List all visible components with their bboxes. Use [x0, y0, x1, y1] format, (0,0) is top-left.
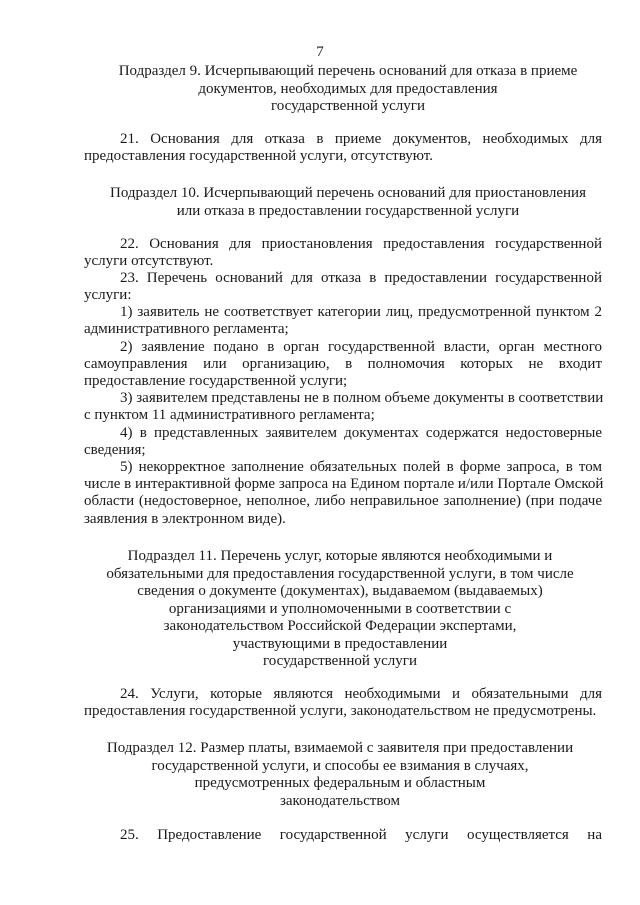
paragraph-21 [84, 131, 602, 165]
text-line: предоставления государственной услуги, законодательством не предусмотрены. [84, 703, 597, 720]
heading-line: предусмотренных федеральным и областным [194, 775, 486, 791]
text-line: 4) в представленных заявителем документах содержатся недостоверные [120, 425, 602, 441]
text-line: предоставление государственной услуги; [84, 373, 348, 390]
text-line: услуги: [84, 287, 132, 304]
text-line: 1) заявитель не соответствует категории лиц, предусмотренной пунктом 2 [120, 304, 602, 320]
text-line: услуги отсутствуют. [84, 253, 214, 270]
heading-line: государственной услуги [271, 98, 425, 114]
heading-line: Подраздел 9. Исчерпывающий перечень оснований для отказа в приеме [118, 63, 578, 79]
paragraph-22 [84, 236, 602, 270]
subsection-10-heading [96, 185, 600, 220]
text-line: предоставления государственной услуги, отсутствуют. [84, 148, 433, 165]
paragraph-23 [84, 270, 602, 304]
text-line: самоуправления или организацию, в полномочия которых не входит [84, 356, 602, 373]
heading-line: документов, необходимых для предоставления [198, 80, 498, 97]
list-item-3 [84, 390, 602, 424]
heading-line: Подраздел 11. Перечень услуг, которые являются необходимыми и [127, 548, 553, 564]
text-line: заявления в электронном виде). [84, 510, 286, 527]
text-line: 2) заявление подано в орган государственной власти, орган местного [120, 339, 602, 355]
heading-line: или отказа в предоставлении государственной услуги [176, 202, 520, 219]
heading-line: законодательством Российской Федерации экспертами, [163, 618, 517, 634]
text-line: с пунктом 11 административного регламента; [84, 407, 375, 424]
text-line: административного регламента; [84, 321, 289, 338]
list-item-2 [84, 339, 602, 391]
list-item-4 [84, 425, 602, 459]
subsection-11-heading [80, 548, 600, 671]
heading-line: государственной услуги, и способы ее взимания в случаях, [151, 757, 529, 774]
list-item-1 [84, 304, 602, 338]
text-line: 3) заявителем представлены не в полном объеме документы в соответствии [120, 390, 604, 406]
text-line: 5) некорректное заполнение обязательных полей в форме запроса, в том [120, 459, 602, 475]
heading-line: сведения о документе (документах), выдаваемом (выдаваемых) [137, 583, 543, 599]
heading-line: законодательством [279, 792, 401, 809]
heading-line: Подраздел 12. Размер платы, взимаемой с заявителя при предоставлении [106, 740, 574, 756]
text-line: области (недостоверное, неполное, либо неправильное заполнение) (при подаче [84, 493, 602, 510]
subsection-9-heading [96, 63, 600, 116]
text-line: 25. Предоставление государственной услуги осуществляется на [120, 827, 602, 843]
text-line: 21. Основания для отказа в приеме документов, необходимых для [120, 131, 602, 147]
page-number: 7 [316, 44, 324, 60]
paragraph-24 [84, 686, 602, 720]
text-line: 22. Основания для приостановления предоставления государственной [120, 236, 602, 252]
text-line: 23. Перечень оснований для отказа в предоставлении государственной [120, 270, 602, 286]
heading-line: организациями и уполномоченными в соответствии с [168, 600, 512, 617]
list-item-5 [84, 459, 602, 528]
subsection-12-heading [80, 740, 600, 810]
heading-line: участвующими в предоставлении [232, 635, 448, 652]
heading-line: государственной услуги [263, 653, 417, 669]
heading-line: Подраздел 10. Исчерпывающий перечень оснований для приостановления [110, 185, 586, 201]
heading-line: обязательными для предоставления государственной услуги, в том числе [106, 565, 574, 582]
paragraph-25 [84, 827, 602, 844]
text-line: числе в интерактивной форме запроса на Едином портале и/или Портале Омской [84, 476, 604, 493]
text-line: 24. Услуги, которые являются необходимыми и обязательными для [120, 686, 602, 702]
text-line: сведения; [84, 442, 146, 459]
